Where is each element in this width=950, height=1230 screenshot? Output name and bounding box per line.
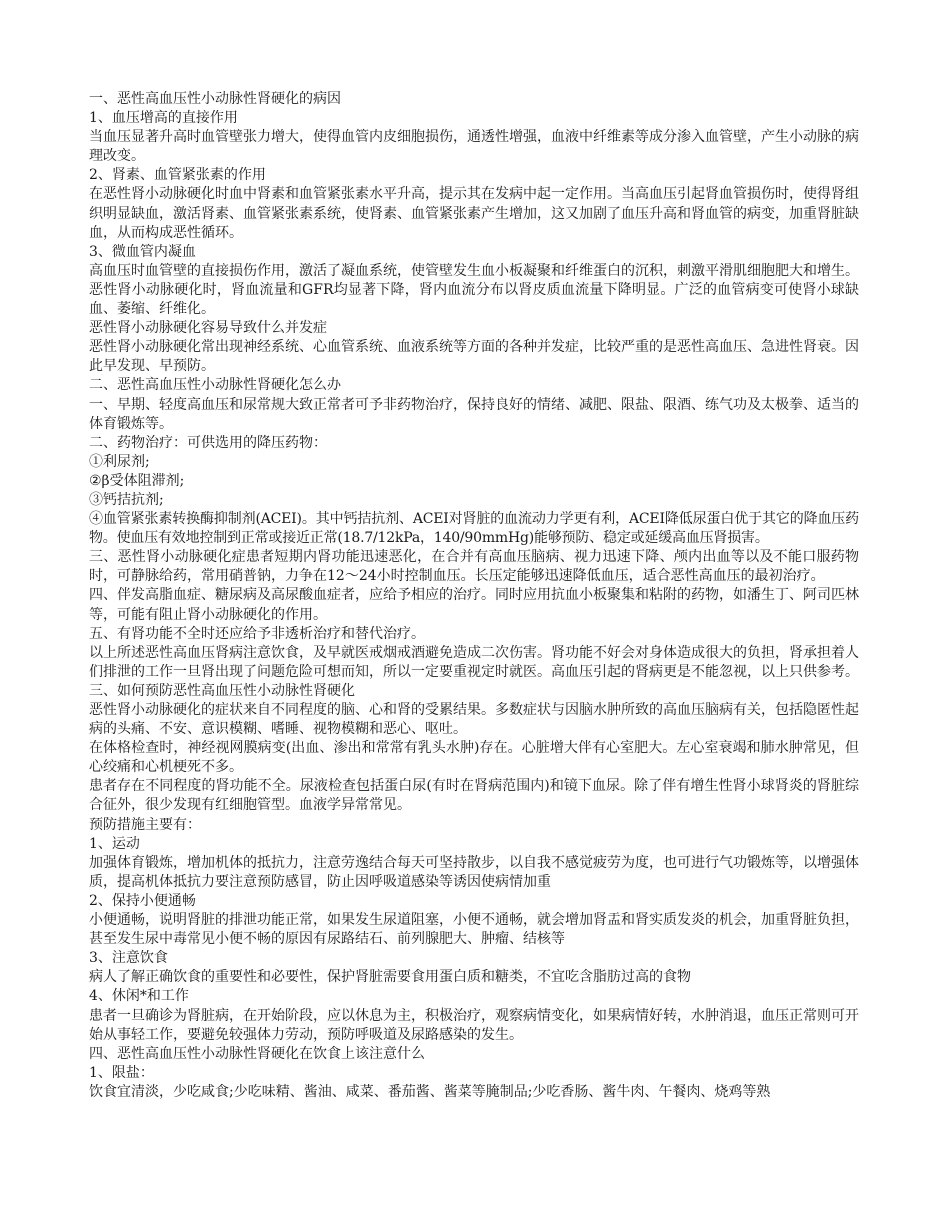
subheading: 1、限盐： bbox=[89, 1064, 154, 1081]
paragraph: 在体格检查时，神经视网膜病变(出血、渗出和常常有乳头水肿)存在。心脏增大伴有心室肥大。左心室衰竭和肺水肿常见，但心绞痛和心机梗死不多。 bbox=[89, 740, 859, 776]
section-heading: 三、如何预防恶性高血压性小动脉性肾硬化 bbox=[89, 682, 355, 699]
subheading: 4、休闲*和工作 bbox=[89, 988, 189, 1005]
paragraph: 高血压时血管壁的直接损伤作用，激活了凝血系统，使管壁发生血小板凝聚和纤维蛋白的沉积，刺激平滑肌细胞肥大和增生。恶性肾小动脉硬化时，肾血流量和GFR均显著下降，肾内血流分布以肾皮质血流量下降明显。广泛的血管病变可使肾小球缺血、萎缩、纤维化。 bbox=[89, 262, 859, 318]
subheading: 2、保持小便通畅 bbox=[89, 892, 196, 909]
paragraph: 二、药物治疗：可供选用的降压药物： bbox=[89, 434, 327, 451]
section-heading: 二、恶性高血压性小动脉性肾硬化怎么办 bbox=[89, 377, 341, 394]
list-item: ①利尿剂; bbox=[89, 453, 150, 470]
paragraph: 在恶性肾小动脉硬化时血中肾素和血管紧张素水平升高，提示其在发病中起一定作用。当高血压引起肾血管损伤时，使得肾组织明显缺血，激活肾素、血管紧张素系统，使肾素、血管紧张素产生增加，这又加剧了血压升高和肾血管的病变，加重肾脏缺血，从而构成恶性循环。 bbox=[89, 186, 859, 241]
subheading: 2、肾素、血管紧张素的作用 bbox=[89, 167, 266, 184]
paragraph: 恶性肾小动脉硬化常出现神经系统、心血管系统、血液系统等方面的各种并发症，比较严重的是恶性高血压、急进性肾衰。因此早发现、早预防。 bbox=[89, 339, 859, 375]
paragraph: 小便通畅，说明肾脏的排泄功能正常，如果发生尿道阻塞，小便不通畅，就会增加肾盂和肾实质发炎的机会，加重肾脏负担，甚至发生尿中毒常见小便不畅的原因有尿路结石、前列腺肥大、肿瘤、结核等 bbox=[89, 912, 859, 948]
paragraph: 当血压显著升高时血管壁张力增大，使得血管内皮细胞损伤，通透性增强，血液中纤维素等成分渗入血管壁，产生小动脉的病理改变。 bbox=[89, 129, 859, 165]
paragraph: 恶性肾小动脉硬化的症状来自不同程度的脑、心和肾的受累结果。多数症状与因脑水肿所致的高血压脑病有关，包括隐匿性起病的头痛、不安、意识模糊、嗜睡、视物模糊和恶心、呕吐。 bbox=[89, 702, 859, 738]
document-body bbox=[89, 90, 859, 1102]
section-heading: 恶性肾小动脉硬化容易导致什么并发症 bbox=[89, 320, 327, 337]
paragraph: 四、伴发高脂血症、糖尿病及高尿酸血症者，应给予相应的治疗。同时应用抗血小板聚集和粘附的药物，如潘生丁、阿司匹林等，可能有阻止肾小动脉硬化的作用。 bbox=[89, 587, 859, 623]
paragraph: 患者存在不同程度的肾功能不全。尿液检查包括蛋白尿(有时在肾病范围内)和镜下血尿。除了伴有增生性肾小球肾炎的肾脏综合征外，很少发现有红细胞管型。血液学异常常见。 bbox=[89, 778, 859, 814]
list-item: ④血管紧张素转换酶抑制剂(ACEI)。其中钙拮抗剂、ACEI对肾脏的血流动力学更有利，ACEI降低尿蛋白优于其它的降血压药物。使血压有效地控制到正常或接近正常(18.7/12kPa，140/90mmHg)能够预防、稳定或延缓高血压肾损害。 bbox=[89, 511, 859, 547]
subheading: 1、血压增高的直接作用 bbox=[89, 110, 238, 127]
paragraph: 以上所述恶性高血压肾病注意饮食，及早就医戒烟戒酒避免造成二次伤害。肾功能不好会对身体造成很大的负担，肾承担着人们排泄的工作一旦肾出现了问题危险可想而知，所以一定要重视定时就医。高血压引起的肾病更是不能忽视，以上只供参考。 bbox=[89, 644, 859, 680]
subheading: 1、运动 bbox=[89, 835, 140, 852]
section-heading: 四、恶性高血压性小动脉性肾硬化在饮食上该注意什么 bbox=[89, 1045, 425, 1062]
paragraph: 病人了解正确饮食的重要性和必要性，保护肾脏需要食用蛋白质和糖类，不宜吃含脂肪过高的食物 bbox=[89, 969, 691, 986]
subheading: 3、微血管内凝血 bbox=[89, 243, 196, 260]
paragraph: 一、早期、轻度高血压和尿常规大致正常者可予非药物治疗，保持良好的情绪、减肥、限盐、限酒、练气功及太极拳、适当的体育锻炼等。 bbox=[89, 396, 859, 432]
paragraph: 加强体育锻炼，增加机体的抵抗力，注意劳逸结合每天可坚持散步，以自我不感觉疲劳为度，也可进行气功锻炼等，以增强体质，提高机体抵抗力要注意预防感冒，防止因呼吸道感染等诱因使病情加重 bbox=[89, 854, 859, 890]
paragraph: 患者一旦确诊为肾脏病，在开始阶段，应以休息为主，积极治疗，观察病情变化，如果病情好转，水肿消退，血压正常则可开始从事轻工作，要避免较强体力劳动，预防呼吸道及尿路感染的发生。 bbox=[89, 1007, 859, 1043]
paragraph: 饮食宜清淡，少吃咸食;少吃味精、酱油、咸菜、番茄酱、酱菜等腌制品;少吃香肠、酱牛肉、午餐肉、烧鸡等熟 bbox=[89, 1083, 771, 1100]
paragraph: 五、有肾功能不全时还应给予非透析治疗和替代治疗。 bbox=[89, 625, 425, 642]
section-heading: 一、恶性高血压性小动脉性肾硬化的病因 bbox=[89, 91, 341, 107]
list-item: ③钙拮抗剂; bbox=[89, 491, 164, 508]
paragraph: 三、恶性肾小动脉硬化症患者短期内肾功能迅速恶化，在合并有高血压脑病、视力迅速下降、颅内出血等以及不能口服药物时，可静脉给药，常用硝普钠，力争在12～24小时控制血压。长压定能够迅速降低血压，适合恶性高血压的最初治疗。 bbox=[89, 549, 859, 585]
subheading: 3、注意饮食 bbox=[89, 950, 168, 967]
paragraph: 预防措施主要有： bbox=[89, 816, 201, 833]
list-item: ②β受体阻滞剂; bbox=[89, 472, 185, 489]
